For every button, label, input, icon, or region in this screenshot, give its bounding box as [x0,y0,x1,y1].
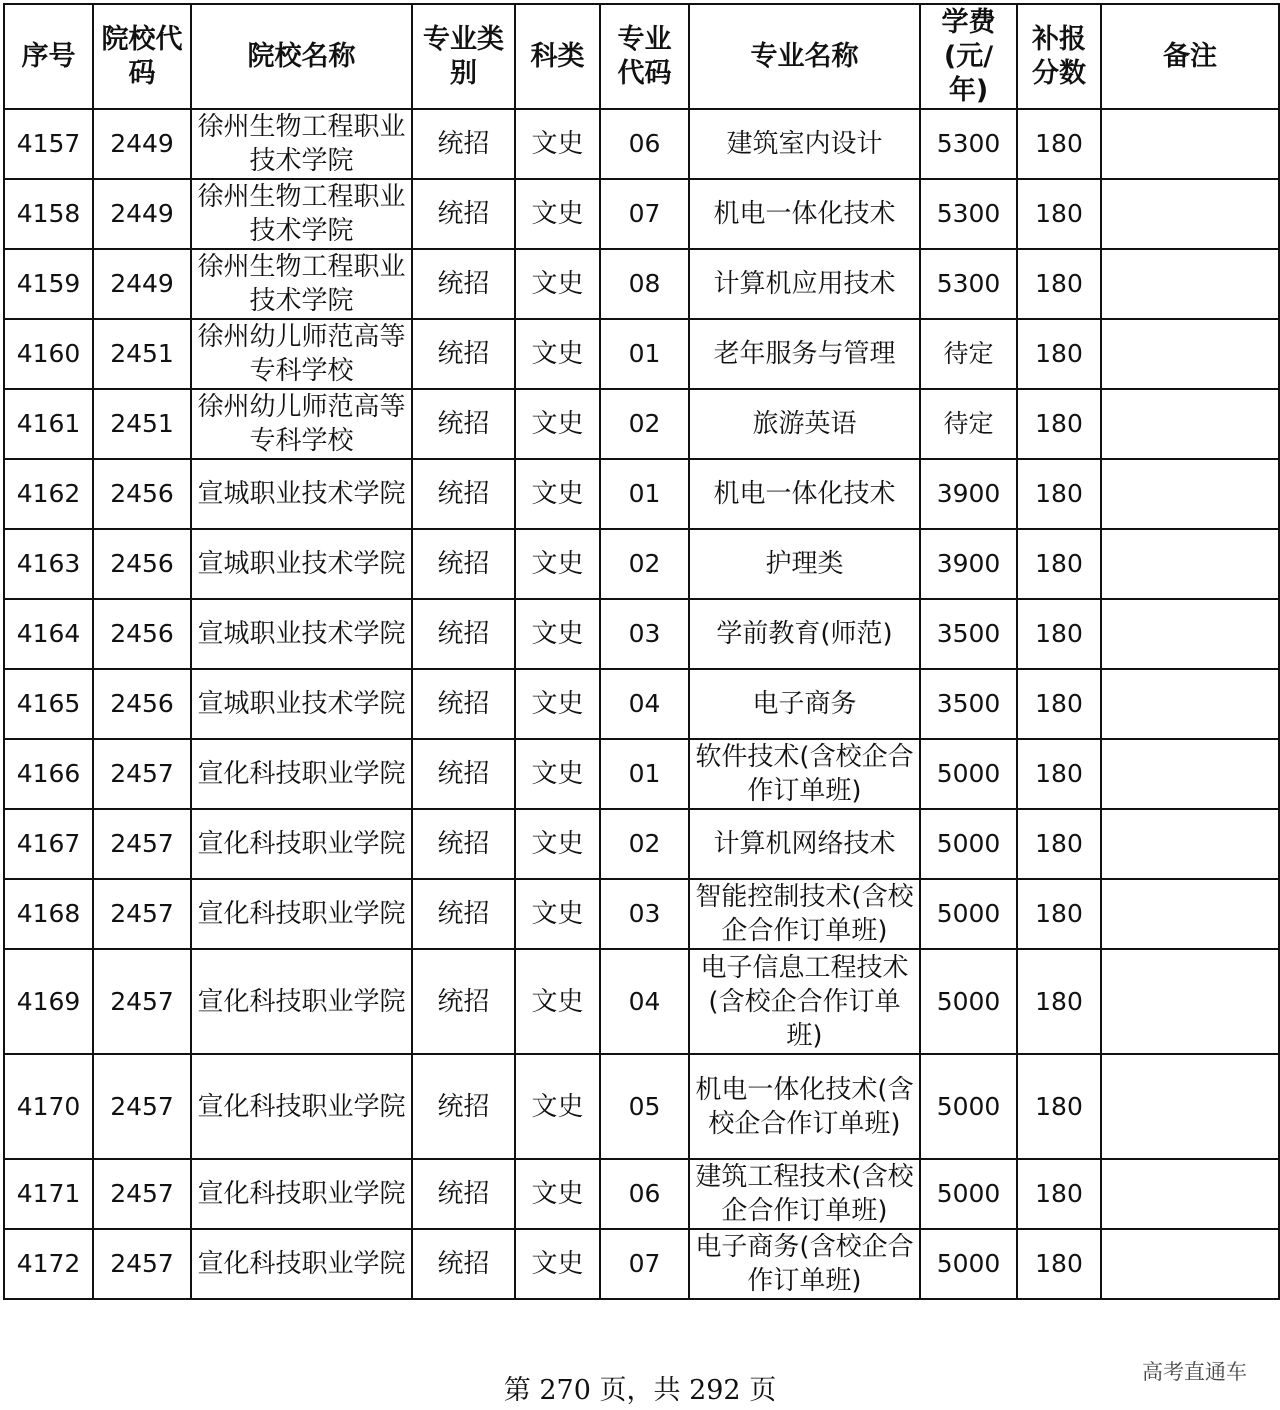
row-score: 180 [1017,599,1101,669]
row-major-code: 07 [600,179,689,249]
table-row [4,949,1279,1054]
row-category: 文史 [515,179,600,249]
row-category: 文史 [515,879,600,949]
row-major-name: 电子信息工程技术(含校企合作订单班) [689,949,920,1054]
row-school-code: 2457 [93,739,191,809]
row-major-name: 护理类 [689,529,920,599]
row-fee: 3500 [920,599,1017,669]
row-major-name: 旅游英语 [689,389,920,459]
row-fee: 3900 [920,459,1017,529]
row-seq: 4167 [4,809,93,879]
row-score: 180 [1017,949,1101,1054]
table-row [4,109,1279,179]
header-seq: 序号 [4,4,93,109]
header-school-name: 院校名称 [191,4,412,109]
row-major-name: 软件技术(含校企合作订单班) [689,739,920,809]
row-school-name: 宣城职业技术学院 [191,599,412,669]
row-major-code: 01 [600,459,689,529]
row-major-type: 统招 [412,669,515,739]
row-major-code: 04 [600,669,689,739]
row-note [1101,1159,1279,1229]
row-category: 文史 [515,949,600,1054]
table-row [4,879,1279,949]
row-note [1101,179,1279,249]
row-fee: 5000 [920,1159,1017,1229]
row-fee: 3500 [920,669,1017,739]
row-major-name: 建筑工程技术(含校企合作订单班) [689,1159,920,1229]
row-school-name: 宣城职业技术学院 [191,529,412,599]
row-seq: 4164 [4,599,93,669]
row-school-code: 2449 [93,109,191,179]
row-category: 文史 [515,1054,600,1159]
row-major-type: 统招 [412,249,515,319]
table-row [4,739,1279,809]
row-major-name: 建筑室内设计 [689,109,920,179]
row-fee: 3900 [920,529,1017,599]
row-score: 180 [1017,109,1101,179]
row-school-name: 徐州生物工程职业技术学院 [191,179,412,249]
row-note [1101,879,1279,949]
row-score: 180 [1017,879,1101,949]
row-seq: 4161 [4,389,93,459]
row-note [1101,249,1279,319]
row-note [1101,599,1279,669]
table-row [4,389,1279,459]
row-major-code: 03 [600,599,689,669]
table-row [4,669,1279,739]
row-school-code: 2451 [93,389,191,459]
row-major-type: 统招 [412,809,515,879]
header-category: 科类 [515,4,600,109]
header-school-code: 院校代码 [93,4,191,109]
row-school-name: 徐州生物工程职业技术学院 [191,249,412,319]
header-score: 补报分数 [1017,4,1101,109]
row-major-name: 电子商务(含校企合作订单班) [689,1229,920,1299]
row-school-code: 2457 [93,1159,191,1229]
page-footer: 第 270 页，共 292 页 [503,1375,777,1406]
row-school-name: 宣化科技职业学院 [191,1054,412,1159]
row-seq: 4166 [4,739,93,809]
row-school-code: 2451 [93,319,191,389]
row-note [1101,669,1279,739]
row-school-code: 2457 [93,879,191,949]
header-major-name: 专业名称 [689,4,920,109]
row-major-type: 统招 [412,1229,515,1299]
row-major-code: 05 [600,1054,689,1159]
row-school-name: 徐州幼儿师范高等专科学校 [191,319,412,389]
row-note [1101,1054,1279,1159]
row-major-type: 统招 [412,1054,515,1159]
row-note [1101,319,1279,389]
row-seq: 4163 [4,529,93,599]
row-school-code: 2457 [93,1054,191,1159]
row-school-code: 2449 [93,249,191,319]
row-major-code: 04 [600,949,689,1054]
row-note [1101,1229,1279,1299]
row-school-name: 宣城职业技术学院 [191,669,412,739]
row-major-name: 机电一体化技术 [689,459,920,529]
header-fee: 学费(元/年) [920,4,1017,109]
row-school-name: 徐州幼儿师范高等专科学校 [191,389,412,459]
row-category: 文史 [515,669,600,739]
table-row [4,1159,1279,1229]
row-seq: 4159 [4,249,93,319]
row-category: 文史 [515,249,600,319]
row-major-type: 统招 [412,599,515,669]
row-category: 文史 [515,389,600,459]
row-fee: 5000 [920,1054,1017,1159]
row-major-name: 学前教育(师范) [689,599,920,669]
row-note [1101,529,1279,599]
row-score: 180 [1017,1159,1101,1229]
table-row [4,1229,1279,1299]
row-note [1101,389,1279,459]
row-major-type: 统招 [412,739,515,809]
row-seq: 4165 [4,669,93,739]
table-row [4,179,1279,249]
watermark: 高考直通车 [1142,1360,1247,1384]
row-score: 180 [1017,739,1101,809]
row-major-type: 统招 [412,319,515,389]
row-major-code: 03 [600,879,689,949]
row-fee: 5300 [920,249,1017,319]
row-major-name: 老年服务与管理 [689,319,920,389]
row-major-type: 统招 [412,389,515,459]
row-category: 文史 [515,599,600,669]
row-major-code: 06 [600,1159,689,1229]
row-major-type: 统招 [412,109,515,179]
row-fee: 待定 [920,389,1017,459]
row-category: 文史 [515,1229,600,1299]
table-row [4,529,1279,599]
row-major-code: 01 [600,319,689,389]
row-school-name: 宣化科技职业学院 [191,1159,412,1229]
row-fee: 5000 [920,949,1017,1054]
row-fee: 5000 [920,879,1017,949]
row-fee: 5000 [920,1229,1017,1299]
row-school-code: 2457 [93,949,191,1054]
row-major-type: 统招 [412,1159,515,1229]
row-school-code: 2456 [93,669,191,739]
row-major-type: 统招 [412,459,515,529]
row-school-name: 宣城职业技术学院 [191,459,412,529]
row-seq: 4157 [4,109,93,179]
header-major-code: 专业代码 [600,4,689,109]
row-school-name: 徐州生物工程职业技术学院 [191,109,412,179]
row-fee: 5000 [920,739,1017,809]
row-category: 文史 [515,1159,600,1229]
admissions-table [3,3,1280,1300]
row-major-type: 统招 [412,529,515,599]
row-school-code: 2449 [93,179,191,249]
row-school-code: 2456 [93,459,191,529]
table-row [4,809,1279,879]
row-note [1101,949,1279,1054]
row-major-code: 06 [600,109,689,179]
row-score: 180 [1017,319,1101,389]
row-major-name: 机电一体化技术 [689,179,920,249]
row-major-code: 08 [600,249,689,319]
row-school-code: 2457 [93,809,191,879]
row-seq: 4160 [4,319,93,389]
row-score: 180 [1017,1229,1101,1299]
header-major-type: 专业类别 [412,4,515,109]
row-school-name: 宣化科技职业学院 [191,879,412,949]
row-major-name: 机电一体化技术(含校企合作订单班) [689,1054,920,1159]
row-note [1101,109,1279,179]
row-school-name: 宣化科技职业学院 [191,809,412,879]
row-school-name: 宣化科技职业学院 [191,739,412,809]
row-major-type: 统招 [412,949,515,1054]
row-school-name: 宣化科技职业学院 [191,1229,412,1299]
row-seq: 4169 [4,949,93,1054]
row-major-code: 02 [600,529,689,599]
row-note [1101,809,1279,879]
row-note [1101,739,1279,809]
row-score: 180 [1017,459,1101,529]
row-category: 文史 [515,739,600,809]
row-fee: 5300 [920,179,1017,249]
table-row [4,319,1279,389]
row-seq: 4171 [4,1159,93,1229]
table-row [4,599,1279,669]
row-score: 180 [1017,389,1101,459]
table-row [4,249,1279,319]
row-category: 文史 [515,459,600,529]
row-score: 180 [1017,1054,1101,1159]
row-fee: 5300 [920,109,1017,179]
row-category: 文史 [515,319,600,389]
row-note [1101,459,1279,529]
row-fee: 待定 [920,319,1017,389]
row-school-code: 2456 [93,599,191,669]
row-score: 180 [1017,179,1101,249]
row-seq: 4168 [4,879,93,949]
row-major-name: 计算机网络技术 [689,809,920,879]
row-score: 180 [1017,669,1101,739]
header-note: 备注 [1101,4,1279,109]
row-school-code: 2457 [93,1229,191,1299]
row-major-code: 01 [600,739,689,809]
row-score: 180 [1017,249,1101,319]
table-header-row [4,4,1279,109]
row-fee: 5000 [920,809,1017,879]
row-seq: 4162 [4,459,93,529]
table-row [4,1054,1279,1159]
row-seq: 4158 [4,179,93,249]
row-major-code: 02 [600,389,689,459]
row-school-code: 2456 [93,529,191,599]
row-seq: 4172 [4,1229,93,1299]
row-major-name: 电子商务 [689,669,920,739]
row-score: 180 [1017,809,1101,879]
row-major-name: 计算机应用技术 [689,249,920,319]
row-category: 文史 [515,529,600,599]
row-major-type: 统招 [412,879,515,949]
row-major-code: 07 [600,1229,689,1299]
row-category: 文史 [515,109,600,179]
row-score: 180 [1017,529,1101,599]
row-seq: 4170 [4,1054,93,1159]
row-major-code: 02 [600,809,689,879]
row-major-type: 统招 [412,179,515,249]
table-row [4,459,1279,529]
row-category: 文史 [515,809,600,879]
row-school-name: 宣化科技职业学院 [191,949,412,1054]
row-major-name: 智能控制技术(含校企合作订单班) [689,879,920,949]
